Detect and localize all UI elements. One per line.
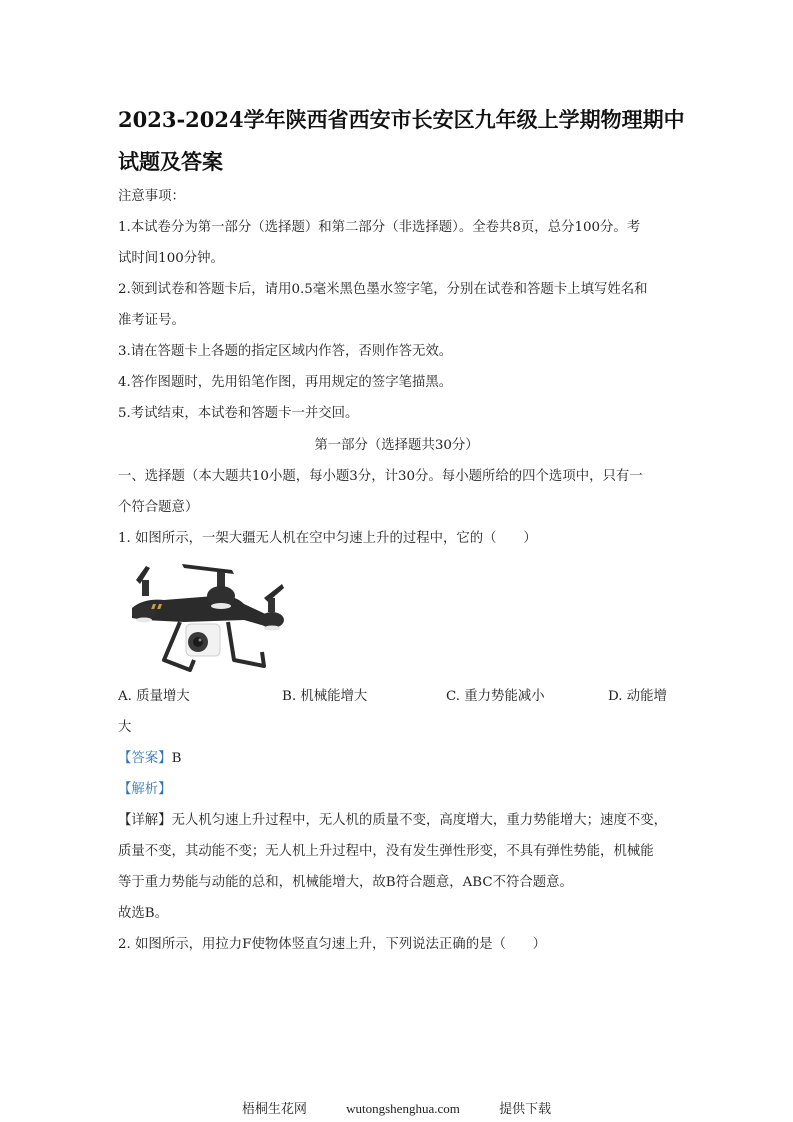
answer-value: B [171, 751, 182, 766]
detail-line: 等于重力势能与动能的总和，机械能增大，故B符合题意，ABC不符合题意。 [118, 875, 573, 890]
footer-site-url[interactable]: wutongshenghua.com [346, 1101, 460, 1116]
page-footer [0, 1098, 793, 1117]
option-d-wrap: 大 [118, 720, 132, 735]
notice-heading: 注意事项： [118, 189, 185, 204]
detail-text: 无人机匀速上升过程中，无人机的质量不变，高度增大，重力势能增大；速度不变， [171, 813, 668, 828]
footer-note: 提供下载 [499, 1101, 552, 1116]
option-b: B. 机械能增大 [282, 689, 368, 704]
option-a: A. 质量增大 [118, 689, 190, 704]
notice-item: 5.考试结束，本试卷和答题卡一并交回。 [118, 406, 359, 421]
footer-site-name: 梧桐生花网 [241, 1101, 307, 1116]
notice-item: 3.请在答题卡上各题的指定区域内作答，否则作答无效。 [118, 344, 453, 359]
notice-item: 准考证号。 [118, 313, 185, 328]
section-intro: 个符合题意） [118, 500, 199, 515]
detail-line: 质量不变，其动能不变；无人机上升过程中，没有发生弹性形变，不具有弹性势能，机械能 [118, 844, 654, 859]
detail-line [118, 812, 678, 830]
answer-tag: 【答案】 [118, 751, 172, 766]
notice-item: 2.领到试卷和答题卡后，请用0.5毫米黑色墨水签字笔，分别在试卷和答题卡上填写姓名和 [118, 282, 648, 297]
detail-tag: 【详解】 [118, 813, 172, 828]
notice-item: 4.答作图题时，先用铅笔作图，再用规定的签字笔描黑。 [118, 375, 453, 390]
document-title-line2: 试题及答案 [118, 149, 223, 174]
option-c: C. 重力势能减小 [446, 689, 545, 704]
notice-item: 试时间100分钟。 [118, 251, 224, 266]
option-d: D. 动能增 [608, 689, 667, 704]
section-intro: 一、选择题（本大题共10小题，每小题3分，计30分。每小题所给的四个选项中，只有一 [118, 469, 643, 484]
drone-image [124, 560, 288, 674]
notice-item: 1.本试卷分为第一部分（选择题）和第二部分（非选择题）。全卷共8页，总分100分。考 [118, 220, 641, 235]
document-title-line1: 2023-2024学年陕西省西安市长安区九年级上学期物理期中 [118, 107, 685, 132]
part-heading: 第一部分（选择题共30分） [314, 438, 479, 453]
question-2-stem: 2. 如图所示，用拉力F使物体竖直匀速上升，下列说法正确的是（ ） [118, 937, 547, 952]
answer-line [118, 750, 678, 768]
question-1-stem: 1. 如图所示，一架大疆无人机在空中匀速上升的过程中，它的（ ） [118, 531, 537, 546]
analysis-tag: 【解析】 [118, 782, 172, 797]
conclusion: 故选B。 [118, 906, 169, 921]
